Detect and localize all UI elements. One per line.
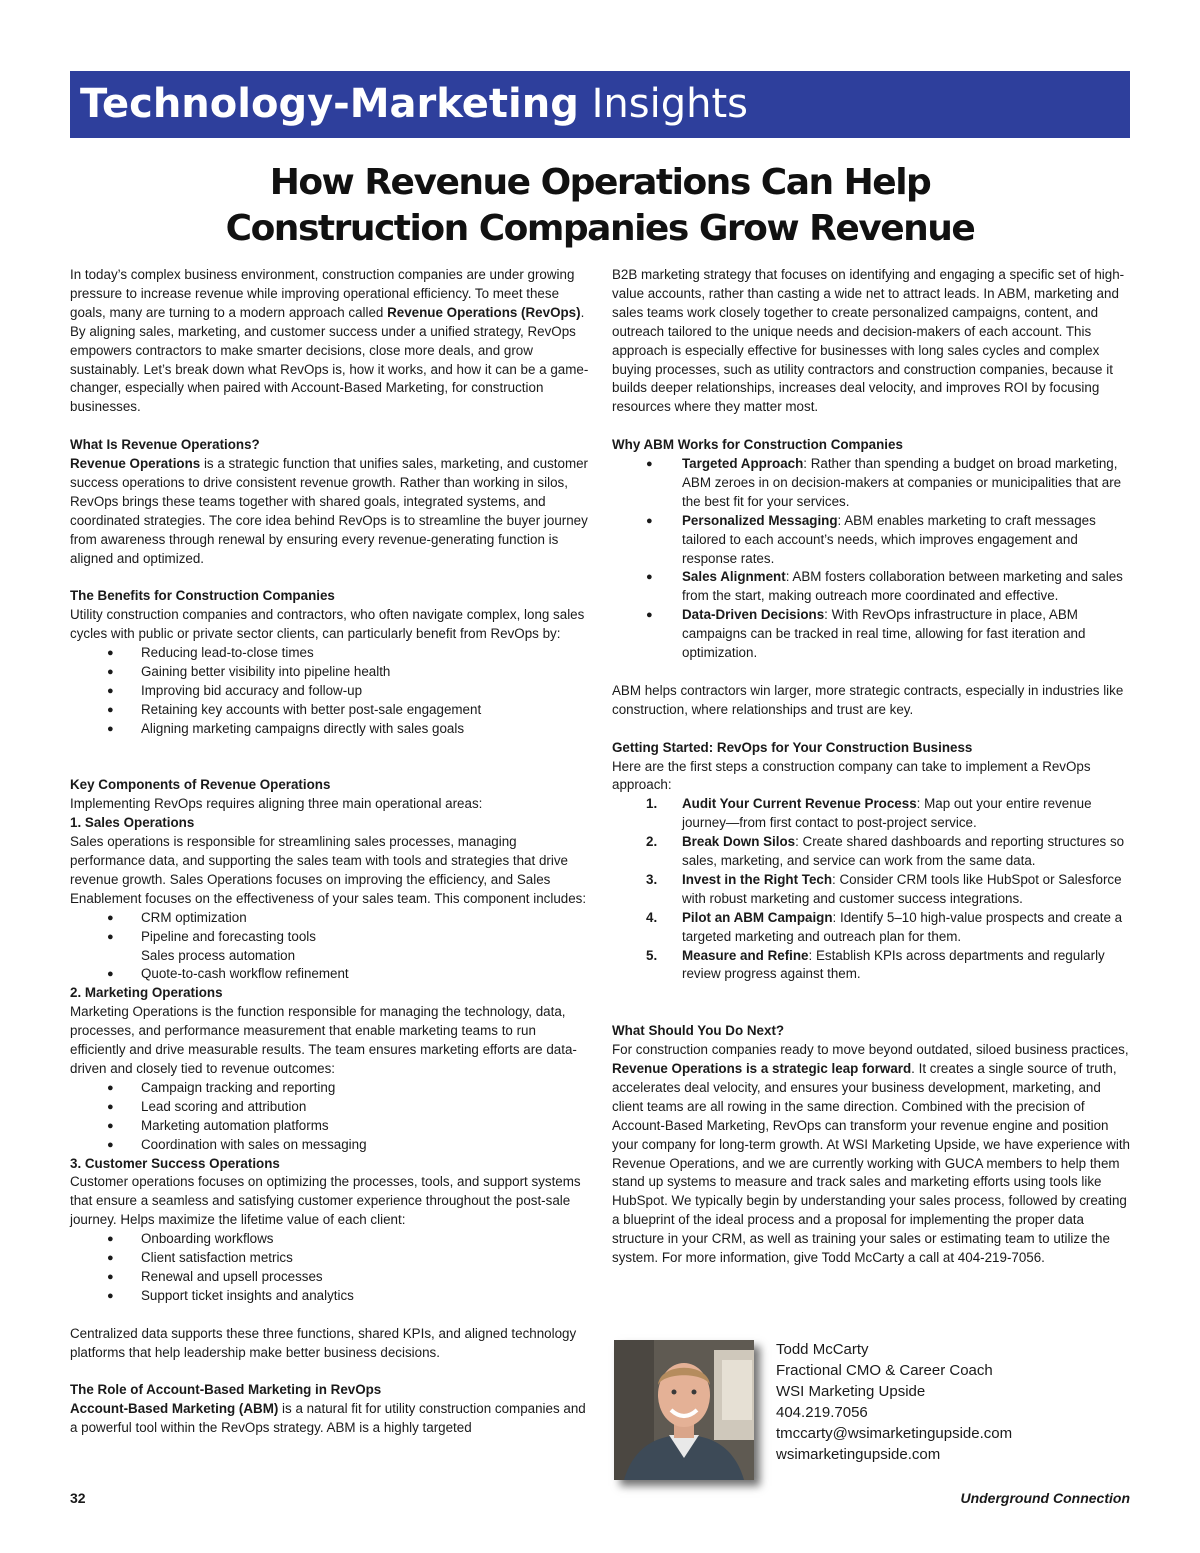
banner-bold-text: Technology-Marketing (80, 81, 579, 127)
role-text: is a natural fit for utility construction companies and a powerful tool within the RevOps strategy. ABM is a highly targeted (70, 1401, 586, 1436)
list-item: Sales process automation (141, 947, 296, 963)
article-title-line-1: How Revenue Operations Can Help (269, 162, 931, 203)
list-item: ● Lead scoring and attribution (107, 1098, 307, 1114)
marketing-list (70, 1079, 590, 1155)
page-number: 32 (70, 1490, 86, 1506)
list-item: ● Personalized Messaging: ABM enables marketing to craft messages tailored to each account’s needs, which improves engagement and response rates. (646, 512, 1096, 566)
list-item: ● Renewal and upsell processes (107, 1268, 323, 1284)
list-item: ● Aligning marketing campaigns directly with sales goals (107, 720, 465, 736)
what-text: is a strategic function that unifies sales, marketing, and customer success operations to drive consistent revenue growth. Rather than working in silos, RevOps brings these teams together with shared goals, integrated systems, and coordinated strategies. The core idea behind RevOps is to streamline the buyer journey from awareness through renewal by ensuring every revenue-generating function is aligned and optimized. (70, 456, 589, 566)
started-paragraph: Here are the first steps a construction company can take to implement a RevOps approach: (612, 758, 1091, 793)
list-item: 4. Pilot an ABM Campaign: Identify 5–10 high-value prospects and create a targeted marketing and outreach plan for them. (646, 909, 1123, 944)
list-item: ● Pipeline and forecasting tools (107, 928, 316, 944)
article-title-line-2: Construction Companies Grow Revenue (225, 208, 975, 249)
list-item: ● Onboarding workflows (107, 1231, 274, 1247)
person-portrait-icon (614, 1340, 754, 1480)
list-item: 3. Invest in the Right Tech: Consider CRM tools like HubSpot or Salesforce with robust marketing and customer success integrations. (646, 871, 1122, 906)
sales-list (70, 909, 590, 985)
list-item: ● Data-Driven Decisions: With RevOps infrastructure in place, ABM campaigns can be tracked in real time, allowing for fast iteration and optimization. (646, 607, 1086, 661)
what-paragraph (70, 455, 590, 568)
article-title (70, 160, 1130, 252)
list-item: ● Quote-to-cash workflow refinement (107, 966, 349, 982)
list-item: 1. Audit Your Current Revenue Process: Map out your entire revenue journey—from first contact to post-project service. (646, 796, 1092, 831)
author-photo (614, 1340, 754, 1480)
intro-text-2: . By aligning sales, marketing, and customer success under a unified strategy, RevOps empowers contractors to make smarter decisions, close more deals, and grow sustainably. Let’s break down what RevOps is, how it works, and how it can be a game-changer, especially when paired with Account-Based Marketing, for construction businesses. (70, 304, 589, 415)
left-column (70, 266, 590, 1438)
list-item: ● Marketing automation platforms (107, 1117, 329, 1133)
heading-getting-started: Getting Started: RevOps for Your Construction Business (612, 739, 973, 755)
publication-name: Underground Connection (960, 1490, 1130, 1506)
heading-what-next: What Should You Do Next? (612, 1023, 785, 1039)
author-role: Fractional CMO & Career Coach (776, 1362, 993, 1379)
heading-benefits: The Benefits for Construction Companies (70, 588, 335, 604)
heading-role-abm: The Role of Account-Based Marketing in RevOps (70, 1382, 382, 1398)
marketing-paragraph: Marketing Operations is the function responsible for managing the technology, data, processes, and performance measurement that enable marketing teams to run efficiently and drive measurable results. The team ensures marketing efforts are data-driven and closely tied to revenue outcomes: (70, 1004, 577, 1077)
centralized-paragraph: Centralized data supports these three functions, shared KPIs, and aligned technology platforms that help leadership make better business decisions. (70, 1325, 577, 1360)
heading-what-is-revops: What Is Revenue Operations? (70, 437, 260, 453)
role-paragraph (70, 1400, 590, 1438)
heading-customer-success: 3. Customer Success Operations (70, 1155, 280, 1171)
heading-why-abm: Why ABM Works for Construction Companies (612, 437, 903, 453)
intro-bold: Revenue Operations (RevOps) (387, 304, 581, 320)
banner-light-text: Insights (591, 81, 748, 127)
why-list (612, 455, 1132, 663)
author-company: WSI Marketing Upside (776, 1383, 926, 1400)
benefits-list (70, 644, 590, 739)
list-item: 5. Measure and Refine: Establish KPIs across departments and regularly review progress against them. (646, 947, 1105, 982)
author-email: tmccarty@wsimarketingupside.com (776, 1425, 1013, 1442)
customer-list (70, 1230, 590, 1306)
steps-list (612, 795, 1132, 984)
abm-helps-paragraph: ABM helps contractors win larger, more strategic contracts, especially in industries like construction, where relationships and trust are key. (612, 682, 1124, 717)
key-paragraph: Implementing RevOps requires aligning three main operational areas: (70, 796, 483, 812)
list-item: ● Reducing lead-to-close times (107, 645, 314, 661)
benefits-paragraph: Utility construction companies and contractors, who often navigate complex, long sales cycles with public or private sector clients, can particularly benefit from RevOps by: (70, 607, 585, 642)
list-item: ● Gaining better visibility into pipeline health (107, 664, 391, 679)
list-item: ● Coordination with sales on messaging (107, 1136, 367, 1152)
intro-text-1: In today’s complex business environment, construction companies are under growing pressure to increase revenue while improving operational efficiency. To meet these goals, many are turning to a modern approach called (70, 267, 575, 320)
list-item: ● Campaign tracking and reporting (107, 1079, 336, 1095)
author-name: Todd McCarty (776, 1341, 869, 1358)
customer-paragraph: Customer operations focuses on optimizing the processes, tools, and support systems that ensure a seamless and satisfying customer experience throughout the post-sale journey. Helps maximize the lifetime value of each client: (70, 1174, 581, 1228)
author-block (776, 1339, 1012, 1465)
list-item: ● Sales Alignment: ABM fosters collaboration between marketing and sales from the start, making outreach more coordinated and effective. (646, 569, 1123, 604)
list-item: ● CRM optimization (107, 909, 247, 925)
next-paragraph: For construction companies ready to move beyond outdated, siloed business practices, Revenue Operations is a strategic leap forward. It creates a single source of truth, accelerates deal velocity, and ensures your business development, marketing, and client teams are all rowing in the same direction. Combined with the precision of Account-Based Marketing, RevOps can transform your revenue engine and position your company for long-term growth. At WSI Marketing Upside, we have experience with Revenue Operations, and we are currently working with GUCA members to help them stand up systems to measure and track sales and marketing efforts using tools like HubSpot. We typically begin by understanding your sales process, followed by creating a blueprint of the ideal process and a proposal for implementing the proper data structure in your CRM, as well as training your sales or estimating team to utilize the system. For more information, give Todd McCarty a call at 404-219-7056. (612, 1042, 1130, 1266)
list-item: ● Support ticket insights and analytics (107, 1287, 354, 1303)
heading-key-components: Key Components of Revenue Operations (70, 777, 331, 793)
list-item: ● Retaining key accounts with better post-sale engagement (107, 701, 482, 717)
what-bold: Revenue Operations (70, 456, 201, 472)
section-banner (70, 71, 1130, 138)
author-phone: 404.219.7056 (776, 1404, 868, 1421)
heading-marketing-operations: 2. Marketing Operations (70, 985, 223, 1001)
author-website: wsimarketingupside.com (776, 1446, 941, 1463)
abm-paragraph: B2B marketing strategy that focuses on identifying and engaging a specific set of high-value accounts, rather than casting a wide net to attract leads. In ABM, marketing and sales teams work closely together to create personalized campaigns, content, and outreach tailored to the unique needs and decision-makers of each account. This approach is especially effective for businesses with long sales cycles and complex buying processes, such as utility contractors and construction companies, because it builds deeper relationships, increases deal velocity, and improves ROI by focusing resources where they matter most. (612, 267, 1125, 415)
intro-paragraph (70, 266, 590, 417)
list-item: ● Improving bid accuracy and follow-up (107, 682, 363, 698)
heading-sales-operations: 1. Sales Operations (70, 815, 195, 831)
list-item: ● Targeted Approach: Rather than spending a budget on broad marketing, ABM zeroes in on decision-makers at companies or municipalities that are the best fit for your services. (646, 456, 1122, 509)
list-item: 2. Break Down Silos: Create shared dashboards and reporting structures so sales, marketing, and service can work from the same data. (646, 834, 1125, 869)
right-column (612, 266, 1132, 1268)
list-item: ● Client satisfaction metrics (107, 1250, 293, 1266)
sales-paragraph: Sales operations is responsible for streamlining sales processes, managing performance data, and supporting the sales team with tools and strategies that drive revenue growth. Sales Operations focuses on improving the efficiency, and Sales Enablement focuses on the effectiveness of your sales team. This component includes: (70, 834, 587, 906)
role-bold: Account-Based Marketing (ABM) (70, 1401, 279, 1417)
